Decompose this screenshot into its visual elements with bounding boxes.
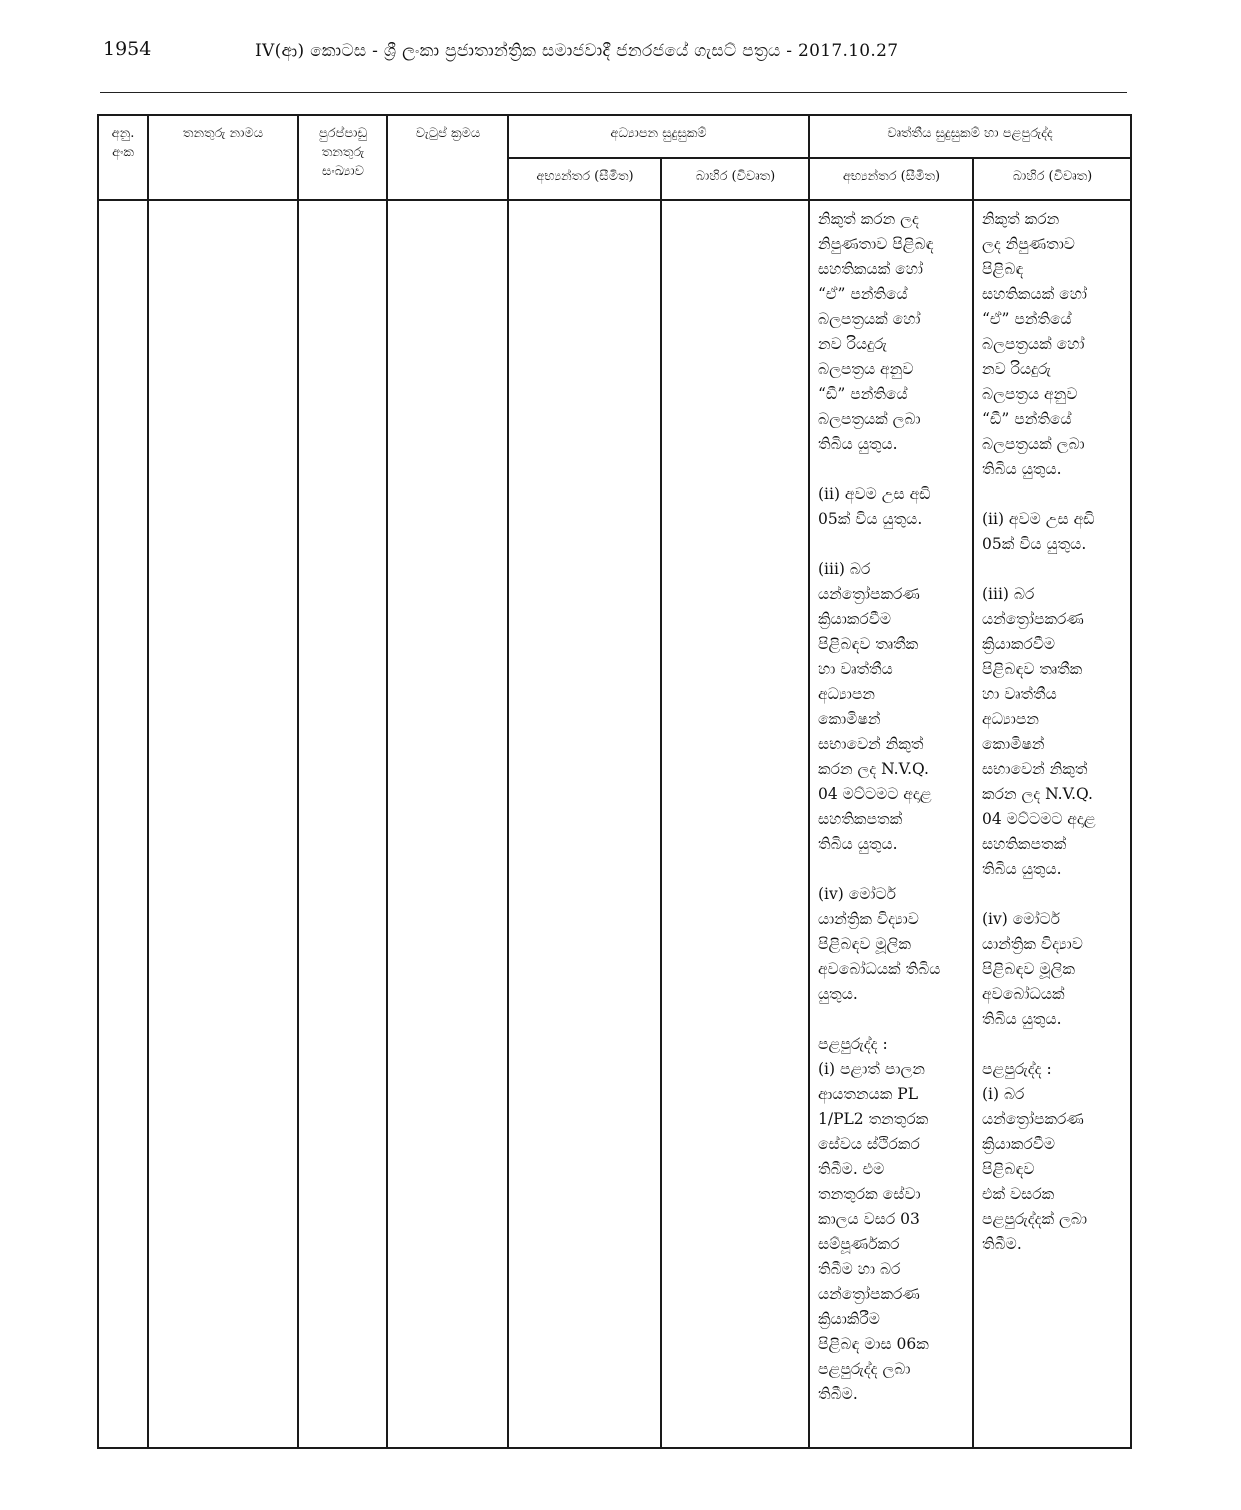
header-salary-scale: වැටුප් ක්‍රමය <box>415 126 481 141</box>
text-line: පිළිබඳව මූලික <box>982 960 1075 978</box>
professional-external-text <box>982 207 1127 1257</box>
paragraph-gap <box>982 1032 1127 1057</box>
text-line: ක්‍රියාකරවීම <box>818 610 892 628</box>
text-line: යන්ත්‍රෝපකරණ <box>818 1285 920 1303</box>
text-line: (iv) මෝටර් <box>818 885 897 903</box>
column-divider <box>808 114 810 1449</box>
text-line: ආයතනයක PL <box>818 1085 918 1103</box>
text-line: 04 මට්ටමට අදාළ <box>818 785 932 803</box>
text-line: ලද නිපුණතාව <box>982 235 1075 253</box>
text-line: බලපත්‍රය අනුව <box>982 385 1078 403</box>
text-line: සහතිකයක් හෝ <box>818 260 924 278</box>
text-line: ක්‍රියාකරවීම <box>982 1135 1056 1153</box>
paragraph-gap <box>982 557 1127 582</box>
text-line: සම්පූර්ණකර <box>818 1235 900 1253</box>
text-line: යාන්ත්‍රික විද්‍යාව <box>818 910 919 928</box>
text-line: තිබීම. <box>818 1385 858 1403</box>
text-line: 04 මට්ටමට අදාළ <box>982 810 1096 828</box>
text-line: නව රියදුරු <box>818 335 888 353</box>
column-divider <box>972 157 974 1449</box>
text-line: තිබීම. එම <box>818 1160 885 1178</box>
text-line: පළපුරුද්දක් ලබා <box>982 1210 1088 1228</box>
table-left-border <box>97 114 99 1449</box>
text-line: (iii) බර <box>818 560 871 578</box>
text-line: කොමිෂන් <box>818 710 881 728</box>
text-line: පිළිබඳව <box>982 1160 1035 1178</box>
text-line: සහතිකපතක් <box>818 810 903 828</box>
header-professional-internal: අභ්‍යන්තර (සීමිත) <box>842 169 941 184</box>
text-line: පළපුරුද්ද : <box>818 1035 888 1053</box>
header-professional-qualifications: වෘත්තීය සුදුසුකම් හා පළපුරුද්ද <box>887 126 1053 141</box>
table-right-border <box>1130 114 1132 1449</box>
page-number: 1954 <box>103 38 152 60</box>
paragraph-gap <box>818 1007 968 1032</box>
text-line: පළපුරුද්ද : <box>982 1060 1052 1078</box>
text-line: පිළිබඳ <box>982 260 1024 278</box>
text-line: අධ්‍යාපන <box>818 685 875 703</box>
subheader-divider <box>507 157 1132 159</box>
text-line: යාන්ත්‍රික විද්‍යාව <box>982 935 1083 953</box>
text-line: (iii) බර <box>982 585 1035 603</box>
text-line: තිබිය යුතුය. <box>982 860 1062 878</box>
text-line: (ii) අවම උස අඩි <box>818 485 931 503</box>
text-line: තිබිය යුතුය. <box>982 1010 1062 1028</box>
header-vacancies: පුරප්පාඩු තනතුරු සංඛ්‍යාව <box>318 126 368 179</box>
text-line: “ඩී” පන්තියේ <box>982 410 1072 428</box>
text-line: යුතුය. <box>818 985 858 1003</box>
professional-internal-text <box>818 207 968 1407</box>
text-line: බලපත්‍රයක් හෝ <box>982 335 1085 353</box>
text-line: “ඒ” පන්තියේ <box>982 310 1072 328</box>
text-line: පළපුරුද්ද ලබා <box>818 1360 911 1378</box>
text-line: තිබිය යුතුය. <box>982 460 1062 478</box>
text-line: (i) පළාත් පාලන <box>818 1060 925 1078</box>
table-top-border <box>97 114 1132 116</box>
paragraph-gap <box>818 857 968 882</box>
text-line: (i) බර <box>982 1085 1025 1103</box>
column-divider <box>660 157 662 1449</box>
text-line: අවබෝධයක් <box>982 985 1065 1003</box>
header-post-name: තනතුරු නාමය <box>182 126 264 141</box>
text-line: බලපත්‍රයක් හෝ <box>818 310 921 328</box>
text-line: කරන ලද N.V.Q. <box>818 760 929 778</box>
text-line: තිබිය යුතුය. <box>818 435 898 453</box>
paragraph-gap <box>982 482 1127 507</box>
text-line: “ඒ” පන්තියේ <box>818 285 908 303</box>
text-line: කොමිෂන් <box>982 735 1045 753</box>
column-divider <box>147 114 149 1449</box>
header-rule <box>100 92 1127 93</box>
text-line: සභාවෙන් නිකුත් <box>982 760 1088 778</box>
text-line: පිළිබඳ මාස 06ක <box>818 1335 929 1353</box>
text-line: බලපත්‍රයක් ලබා <box>818 410 921 428</box>
text-line: යන්ත්‍රෝපකරණ <box>982 610 1084 628</box>
text-line: 05ක් විය යුතුය. <box>818 510 923 528</box>
text-line: තිබිය යුතුය. <box>818 835 898 853</box>
header-educational-qualifications: අධ්‍යාපන සුදුසුකම් <box>610 126 707 141</box>
text-line: (ii) අවම උස අඩි <box>982 510 1095 528</box>
text-line: නව රියදුරු <box>982 360 1052 378</box>
text-line: කරන ලද N.V.Q. <box>982 785 1093 803</box>
text-line: පිළිබඳව තෘතීක <box>818 635 919 653</box>
column-divider <box>386 114 388 1449</box>
text-line: නිපුණතාව පිළිබඳ <box>818 235 934 253</box>
column-divider <box>297 114 299 1449</box>
text-line: හා වෘත්තීය <box>818 660 893 678</box>
header-serial-number: අනු. අංක <box>111 126 135 160</box>
text-line: එක් වසරක <box>982 1185 1055 1203</box>
text-line: (iv) මෝටර් <box>982 910 1061 928</box>
text-line: සහතිකපතක් <box>982 835 1067 853</box>
text-line: තනතුරක සේවා <box>818 1185 921 1203</box>
text-line: සේවය ස්ථිරකර <box>818 1135 920 1153</box>
text-line: ක්‍රියාකිරීම <box>818 1310 880 1328</box>
text-line: “ඩී” පන්තියේ <box>818 385 908 403</box>
header-education-external: බාහිර (විවෘත) <box>695 169 776 184</box>
text-line: බලපත්‍රයක් ලබා <box>982 435 1085 453</box>
paragraph-gap <box>982 882 1127 907</box>
text-line: යන්ත්‍රෝපකරණ <box>818 585 920 603</box>
table-bottom-border <box>97 1447 1132 1449</box>
text-line: නිකුත් කරන ලද <box>818 210 919 228</box>
text-line: කාලය වසර 03 <box>818 1210 920 1228</box>
text-line: හා වෘත්තීය <box>982 685 1057 703</box>
paragraph-gap <box>818 532 968 557</box>
header-education-internal: අභ්‍යන්තර (සීමිත) <box>536 169 634 184</box>
text-line: සහතිකයක් හෝ <box>982 285 1088 303</box>
text-line: 1/PL2 තනතුරක <box>818 1110 929 1128</box>
text-line: සභාවෙන් නිකුත් <box>818 735 924 753</box>
text-line: යන්ත්‍රෝපකරණ <box>982 1110 1084 1128</box>
text-line: තිබීම. <box>982 1235 1022 1253</box>
text-line: අධ්‍යාපන <box>982 710 1039 728</box>
text-line: ක්‍රියාකරවීම <box>982 635 1056 653</box>
text-line: තිබීම හා බර <box>818 1260 901 1278</box>
header-row-divider <box>97 199 1132 201</box>
text-line: අවබෝධයක් තිබිය <box>818 960 941 978</box>
text-line: බලපත්‍රය අනුව <box>818 360 914 378</box>
text-line: පිළිබඳව මූලික <box>818 935 911 953</box>
paragraph-gap <box>818 457 968 482</box>
text-line: පිළිබඳව තෘතීක <box>982 660 1083 678</box>
header-professional-external: බාහිර (විවෘත) <box>1012 169 1093 184</box>
text-line: 05ක් විය යුතුය. <box>982 535 1087 553</box>
text-line: නිකුත් කරන <box>982 210 1060 228</box>
column-divider <box>507 114 509 1449</box>
running-header: IV(ආ) කොටස - ශ්‍රී ලංකා ප්‍රජාතාන්ත්‍රික සමාජවාදී ජනරජයේ ගැසට් පත්‍රය - 2017.10.27 <box>255 41 899 61</box>
